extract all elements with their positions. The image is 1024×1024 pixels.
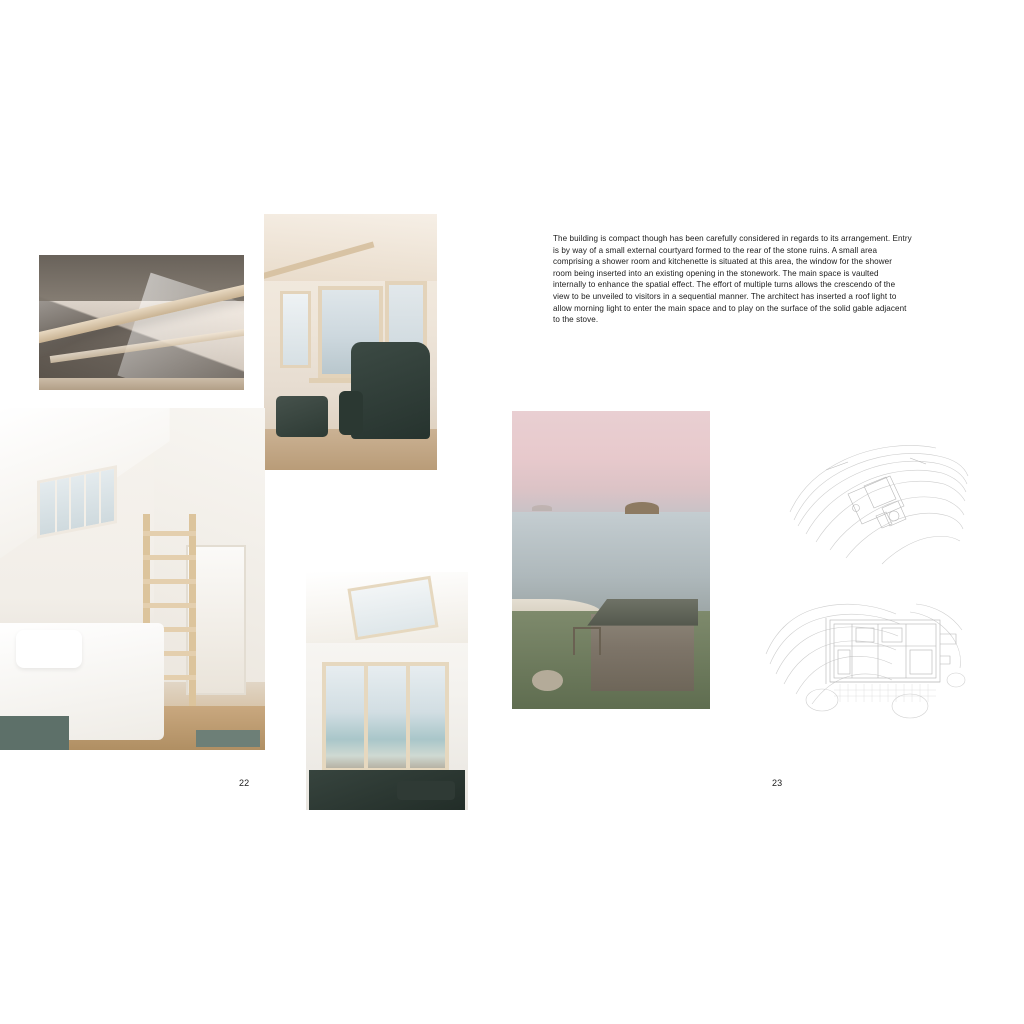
site-outline — [826, 458, 926, 528]
cushion — [397, 781, 455, 800]
corner-glazing — [322, 662, 448, 771]
pillow — [16, 630, 82, 668]
plan-hatching — [834, 684, 936, 702]
photo-corner-window-sea — [306, 572, 468, 810]
page-number-right: 23 — [772, 778, 783, 788]
timber-floor-strip — [39, 378, 244, 390]
bed-throw — [0, 716, 69, 750]
headland — [625, 502, 659, 514]
drawing-site-location-plan — [786, 424, 971, 566]
photo-bedroom-ladder-loft — [0, 408, 265, 750]
window-left — [280, 291, 311, 368]
contour-lines — [790, 445, 968, 564]
rug — [196, 730, 260, 747]
photo-exterior-stone-ruin-dusk — [512, 411, 710, 709]
armchair — [351, 342, 431, 439]
ottoman — [276, 396, 328, 437]
timber-fence — [573, 627, 601, 656]
building-plan — [826, 618, 956, 684]
distant-islet — [532, 505, 552, 511]
photo-ceiling-beam-detail — [39, 255, 244, 390]
page-number-left: 22 — [239, 778, 250, 788]
photo-living-room-armchair — [264, 214, 437, 470]
body-paragraph: The building is compact though has been carefully considered in regards to its arrangement. Entry is by way of a small external courtyard formed to the rear of the stone ruins. A small area comprising a shower room and kitchenette is situated at this area, the window for the shower room being inserted into an existing opening in the stonework. The main space is vaulted internally to enhance the spatial effect. The effort of multiple turns allows the crescendo of the view to be unveiled to visitors in a sequential manner. The architect has inserted a roof light to allow morning light to enter the main space and to play on the surface of the solid gable adjacent to the stove. — [553, 234, 912, 325]
drawing-ground-floor-plan — [760, 584, 976, 720]
